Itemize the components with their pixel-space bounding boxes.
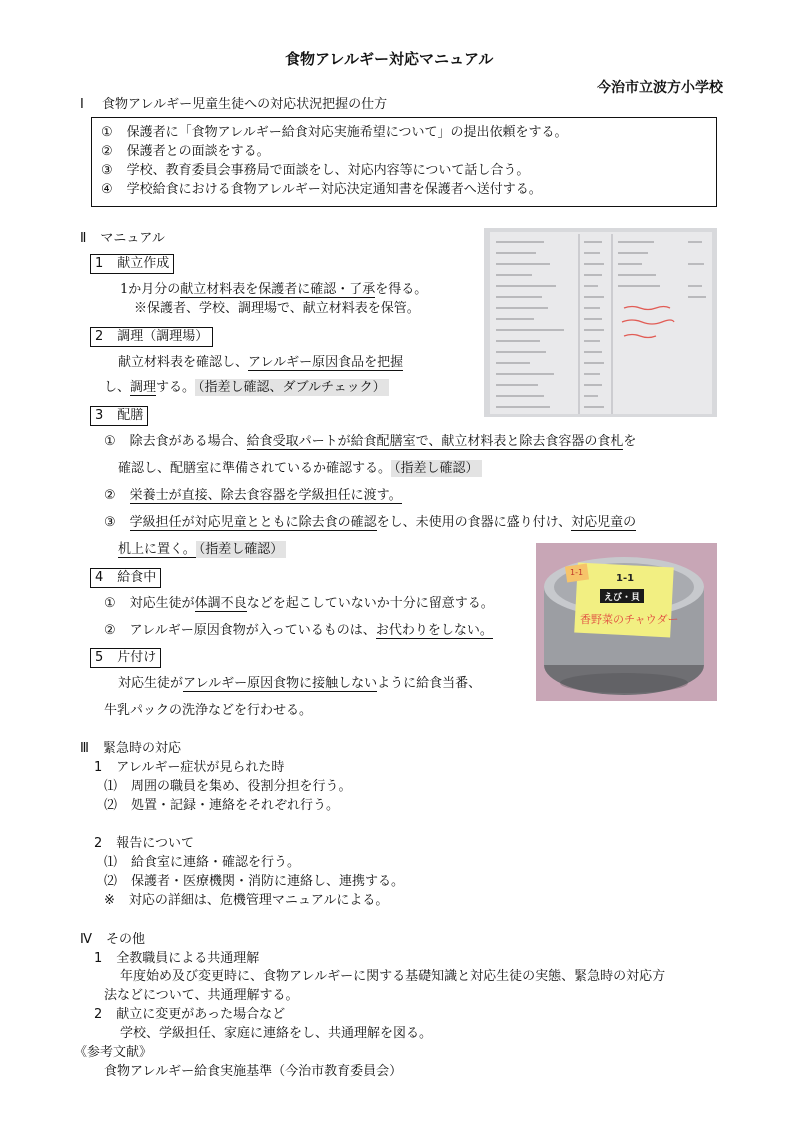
section-3-heading: Ⅲ 緊急時の対応 [80, 741, 181, 756]
section-1-title: 食物アレルギー児童生徒への対応状況把握の仕方 [101, 97, 388, 112]
other-sub-2: 2 献立に変更があった場合など [94, 1007, 286, 1022]
menu-sheet-photo [484, 228, 717, 417]
list-item: ③ 学校、教育委員会事務局で面談をし、対応内容等について話し合う。 [101, 163, 530, 178]
section-2-heading: Ⅱ マニュアル [80, 231, 165, 246]
during-lunch-item-2: ② アレルギー原因食物が入っているものは、お代わりをしない。 [104, 623, 493, 638]
serving-item-3-line-1: ③ 学級担任が対応児童とともに除去食の確認をし、未使用の食器に盛り付け、対応児童の [104, 515, 637, 530]
container-tag-allergen: えび・貝 [604, 593, 641, 603]
cooking-line-2: し、調理する。 （指差し確認、ダブルチェック） [104, 379, 389, 397]
cooking-line-1: 献立材料表を確認し、アレルギー原因食品を把握 [118, 355, 404, 370]
other-sub-2-line-1: 学校、学級担任、家庭に連絡をし、共通理解を図る。 [120, 1026, 433, 1041]
menu-sheet-image [484, 228, 717, 417]
section-1-num: Ⅰ [80, 97, 84, 112]
serving-item-3-line-2: 机上に置く。 （指差し確認） [118, 541, 286, 559]
list-item: ② 保護者との面談をする。 [101, 144, 270, 159]
page-title: 食物アレルギー対応マニュアル [285, 50, 494, 68]
list-item: ⑵ 処置・記録・連絡をそれぞれ行う。 [104, 798, 340, 813]
container-corner-label: 1-1 [570, 568, 584, 577]
references-label: 《参考文献》 [74, 1045, 153, 1060]
container-tag-class: 1-1 [616, 573, 635, 584]
during-lunch-item-1: ① 対応生徒が体調不良などを起こしていないか十分に留意する。 [104, 596, 494, 611]
references-text: 食物アレルギー給食実施基準（今治市教育委員会） [104, 1064, 403, 1079]
menu-planning-line-1: 1か月分の献立材料表を保護者に確認・了承を得る。 [120, 282, 428, 297]
subsection-during-lunch: 4 給食中 [90, 568, 161, 588]
list-item: ④ 学校給食における食物アレルギー対応決定通知書を保護者へ送付する。 [101, 182, 542, 197]
subsection-cooking: 2 調理（調理場） [90, 327, 213, 347]
list-item: ⑴ 周囲の職員を集め、役割分担を行う。 [104, 779, 352, 794]
cleanup-line-2: 牛乳パックの洗浄などを行わせる。 [104, 703, 313, 718]
list-item: ⑴ 給食室に連絡・確認を行う。 [104, 855, 301, 870]
subsection-cleanup: 5 片付け [90, 648, 161, 668]
serving-item-1-line-1: ① 除去食がある場合、給食受取パートが給食配膳室で、献立材料表と除去食容器の食札を [104, 434, 637, 449]
container-photo [536, 543, 717, 701]
subsection-menu-planning: 1 献立作成 [90, 254, 174, 274]
section-4-heading: Ⅳ その他 [80, 932, 146, 947]
list-item: ① 保護者に「食物アレルギー給食対応実施希望について」の提出依頼をする。 [101, 125, 568, 140]
other-sub-1: 1 全教職員による共通理解 [94, 951, 260, 966]
serving-item-2: ② 栄養士が直接、除去食容器を学級担任に渡す。 [104, 488, 402, 503]
menu-planning-line-2: ※保護者、学校、調理場で、献立材料表を保管。 [134, 301, 420, 316]
container-tag-dish: 香野菜のチャウダー [580, 613, 679, 626]
other-sub-1-line-2: 法などについて、共通理解する。 [104, 988, 299, 1003]
cleanup-line-1: 対応生徒がアレルギー原因食物に接触しないように給食当番、 [118, 676, 482, 691]
emergency-sub-1: 1 アレルギー症状が見られた時 [94, 760, 285, 775]
list-item: ⑵ 保護者・医療機関・消防に連絡し、連携する。 [104, 874, 405, 889]
section-1-heading [80, 96, 387, 114]
list-item: ※ 対応の詳細は、危機管理マニュアルによる。 [104, 893, 389, 908]
emergency-sub-2: 2 報告について [94, 836, 195, 851]
subsection-serving: 3 配膳 [90, 406, 148, 426]
serving-item-1-line-2: 確認し、配膳室に準備されているか確認する。 （指差し確認） [118, 460, 482, 478]
school-name: 今治市立波方小学校 [597, 80, 723, 96]
other-sub-1-line-1: 年度始め及び変更時に、食物アレルギーに関する基礎知識と対応生徒の実態、緊急時の対応方 [120, 969, 666, 984]
